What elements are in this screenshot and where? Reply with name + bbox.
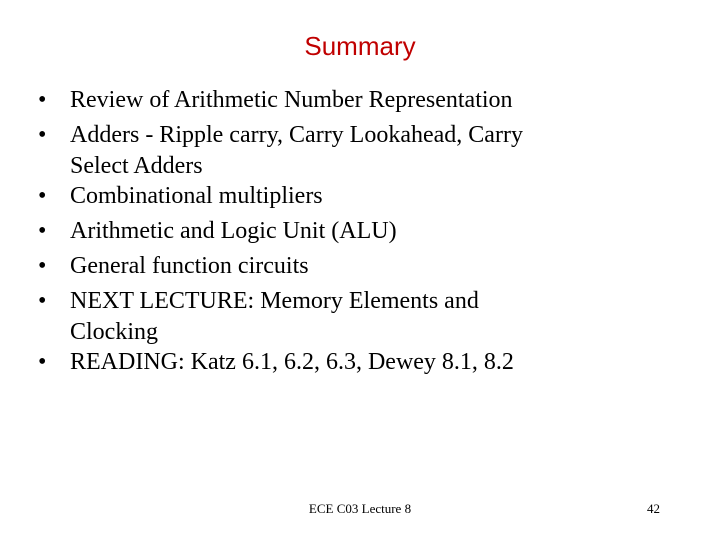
bullet-text: General function circuits — [70, 253, 309, 279]
slide-title: Summary — [304, 31, 416, 61]
bullet-icon: • — [38, 87, 47, 113]
bullet-icon: • — [38, 288, 47, 314]
bullet-text-continuation: Select Adders — [70, 153, 203, 179]
bullet-item — [38, 83, 698, 118]
bullet-list — [38, 83, 698, 380]
bullet-text: Combinational multipliers — [70, 183, 323, 209]
bullet-item — [38, 214, 698, 249]
bullet-item — [38, 345, 698, 380]
bullet-icon: • — [38, 122, 47, 148]
page-number: 42 — [647, 501, 660, 516]
bullet-text-continuation: Clocking — [70, 319, 158, 345]
bullet-text: Review of Arithmetic Number Representation — [70, 87, 513, 113]
bullet-icon: • — [38, 183, 47, 209]
bullet-item — [38, 249, 698, 284]
bullet-icon: • — [38, 218, 47, 244]
bullet-icon: • — [38, 253, 47, 279]
bullet-text: READING: Katz 6.1, 6.2, 6.3, Dewey 8.1, 8.2 — [70, 349, 514, 375]
bullet-icon: • — [38, 349, 47, 375]
bullet-text: Adders - Ripple carry, Carry Lookahead, Carry — [70, 122, 523, 148]
bullet-item — [38, 284, 698, 345]
bullet-text: Arithmetic and Logic Unit (ALU) — [70, 218, 397, 244]
footer-lecture-label: ECE C03 Lecture 8 — [308, 501, 412, 516]
bullet-text: NEXT LECTURE: Memory Elements and — [70, 288, 479, 314]
bullet-item — [38, 118, 698, 179]
bullet-item — [38, 179, 698, 214]
